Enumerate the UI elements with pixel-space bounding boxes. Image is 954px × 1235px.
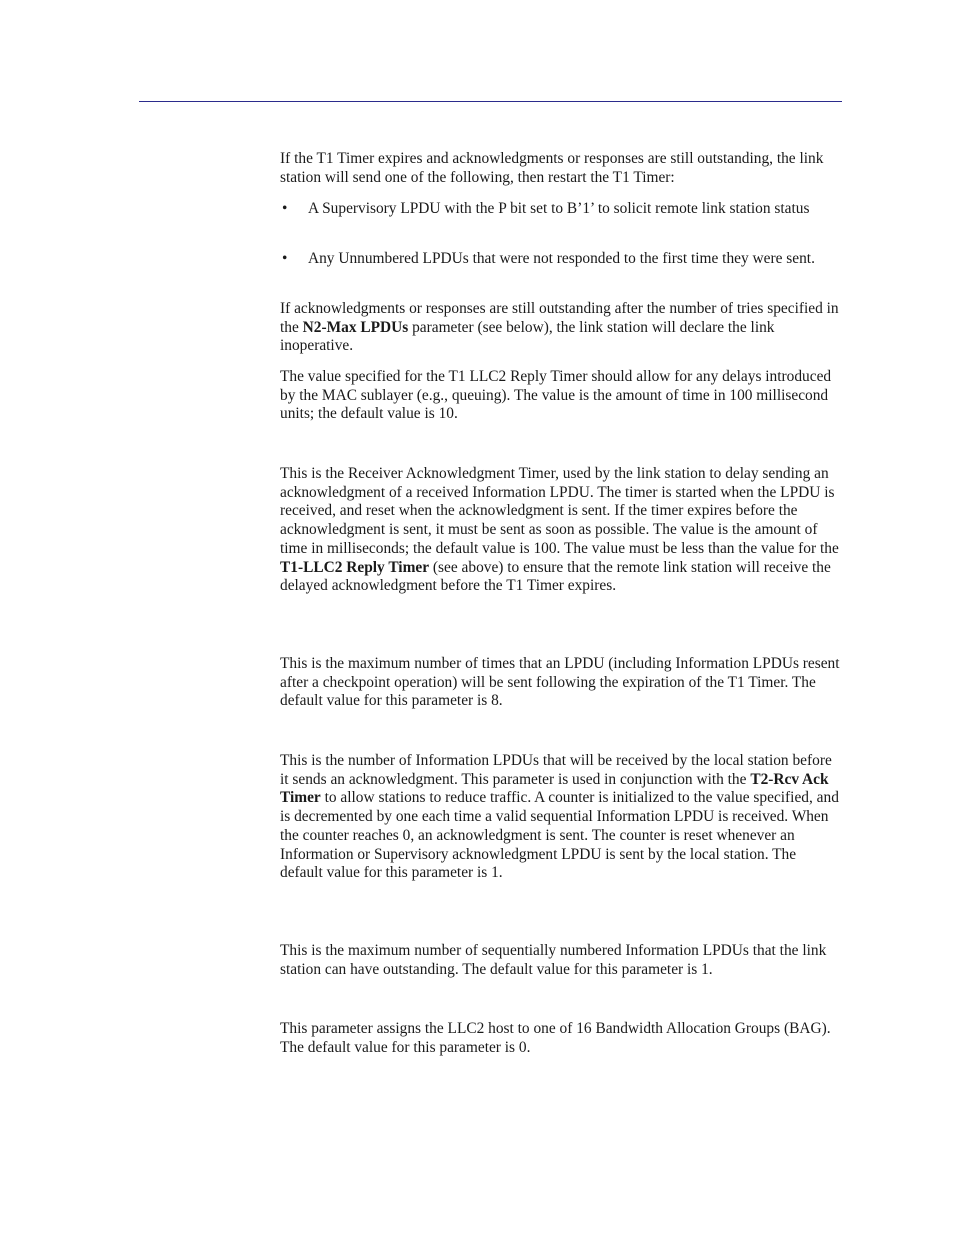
bag-paragraph [280, 1020, 842, 1057]
n2-paragraph [280, 655, 842, 711]
bullet-text: A Supervisory LPDU with the P bit set to B’1’ to solicit remote link station status [308, 200, 810, 217]
t1-llc2-reply-timer-term: T1-LLC2 Reply Timer [280, 558, 430, 576]
text-span: to allow stations to reduce traffic. A counter is initialized to the value specified, and is decremented by one each time a valid sequential Information LPDU is received. When the counter reaches 0, an acknowledgment is sent. The counter is reset whenever an Information or Supervisory acknowledgment LPDU is sent by the local station. The default value for this parameter is 1. [280, 789, 839, 882]
bullet-icon: • [282, 200, 288, 217]
text-span: parameter (see below), the link station will declare the link inoperative. [280, 318, 775, 355]
t1-inoperative-paragraph [280, 300, 842, 356]
tw-text: This is the maximum number of sequentially numbered Information LPDUs that the link station can have outstanding. The default value for this parameter is 1. [280, 942, 827, 978]
t2-rcv-ack-timer-term: T2-Rcv Ack Timer [280, 770, 829, 807]
bag-text: This parameter assigns the LLC2 host to one of 16 Bandwidth Allocation Groups (BAG). The default value for this parameter is 0. [280, 1020, 831, 1056]
text-span: (see above) to ensure that the remote link station will receive the delayed acknowledgment before the T1 Timer expires. [280, 558, 831, 595]
n3-paragraph [280, 752, 842, 883]
t2-paragraph [280, 465, 842, 596]
text-span: This is the Receiver Acknowledgment Timer, used by the link station to delay sending an acknowledgment of a received Information LPDU. The timer is started when the LPDU is received, and reset when the acknowledgment is sent. If the timer expires before the acknowledgment is sent, it must be sent as soon as possible. The value is the amount of time in milliseconds; the default value is 100. The value must be less than the value for the [280, 465, 839, 557]
header-rule [139, 101, 842, 102]
text-span: If acknowledgments or responses are still outstanding after the number of tries specified in the [280, 300, 839, 336]
text-span: This is the number of Information LPDUs that will be received by the local station before it sends an acknowledgment. This parameter is used in conjunction with the [280, 752, 832, 788]
n2-text: This is the maximum number of times that an LPDU (including Information LPDUs resent after a checkpoint operation) will be sent following the expiration of the T1 Timer. The default value for this parameter is 8. [280, 655, 840, 710]
bullet-text: Any Unnumbered LPDUs that were not responded to the first time they were sent. [308, 250, 815, 267]
t1-intro-paragraph [280, 150, 842, 187]
t1-value-text: The value specified for the T1 LLC2 Reply Timer should allow for any delays introduced by the MAC sublayer (e.g., queuing). The value is the amount of time in 100 millisecond units; the default value is 10. [280, 368, 832, 423]
tw-paragraph [280, 942, 842, 979]
t1-intro-text: If the T1 Timer expires and acknowledgments or responses are still outstanding, the link station will send one of the following, then restart the T1 Timer: [280, 150, 824, 186]
n2-max-lpdus-term: N2-Max LPDUs [302, 318, 409, 336]
t1-value-paragraph [280, 368, 842, 424]
bullet-icon: • [282, 250, 288, 267]
